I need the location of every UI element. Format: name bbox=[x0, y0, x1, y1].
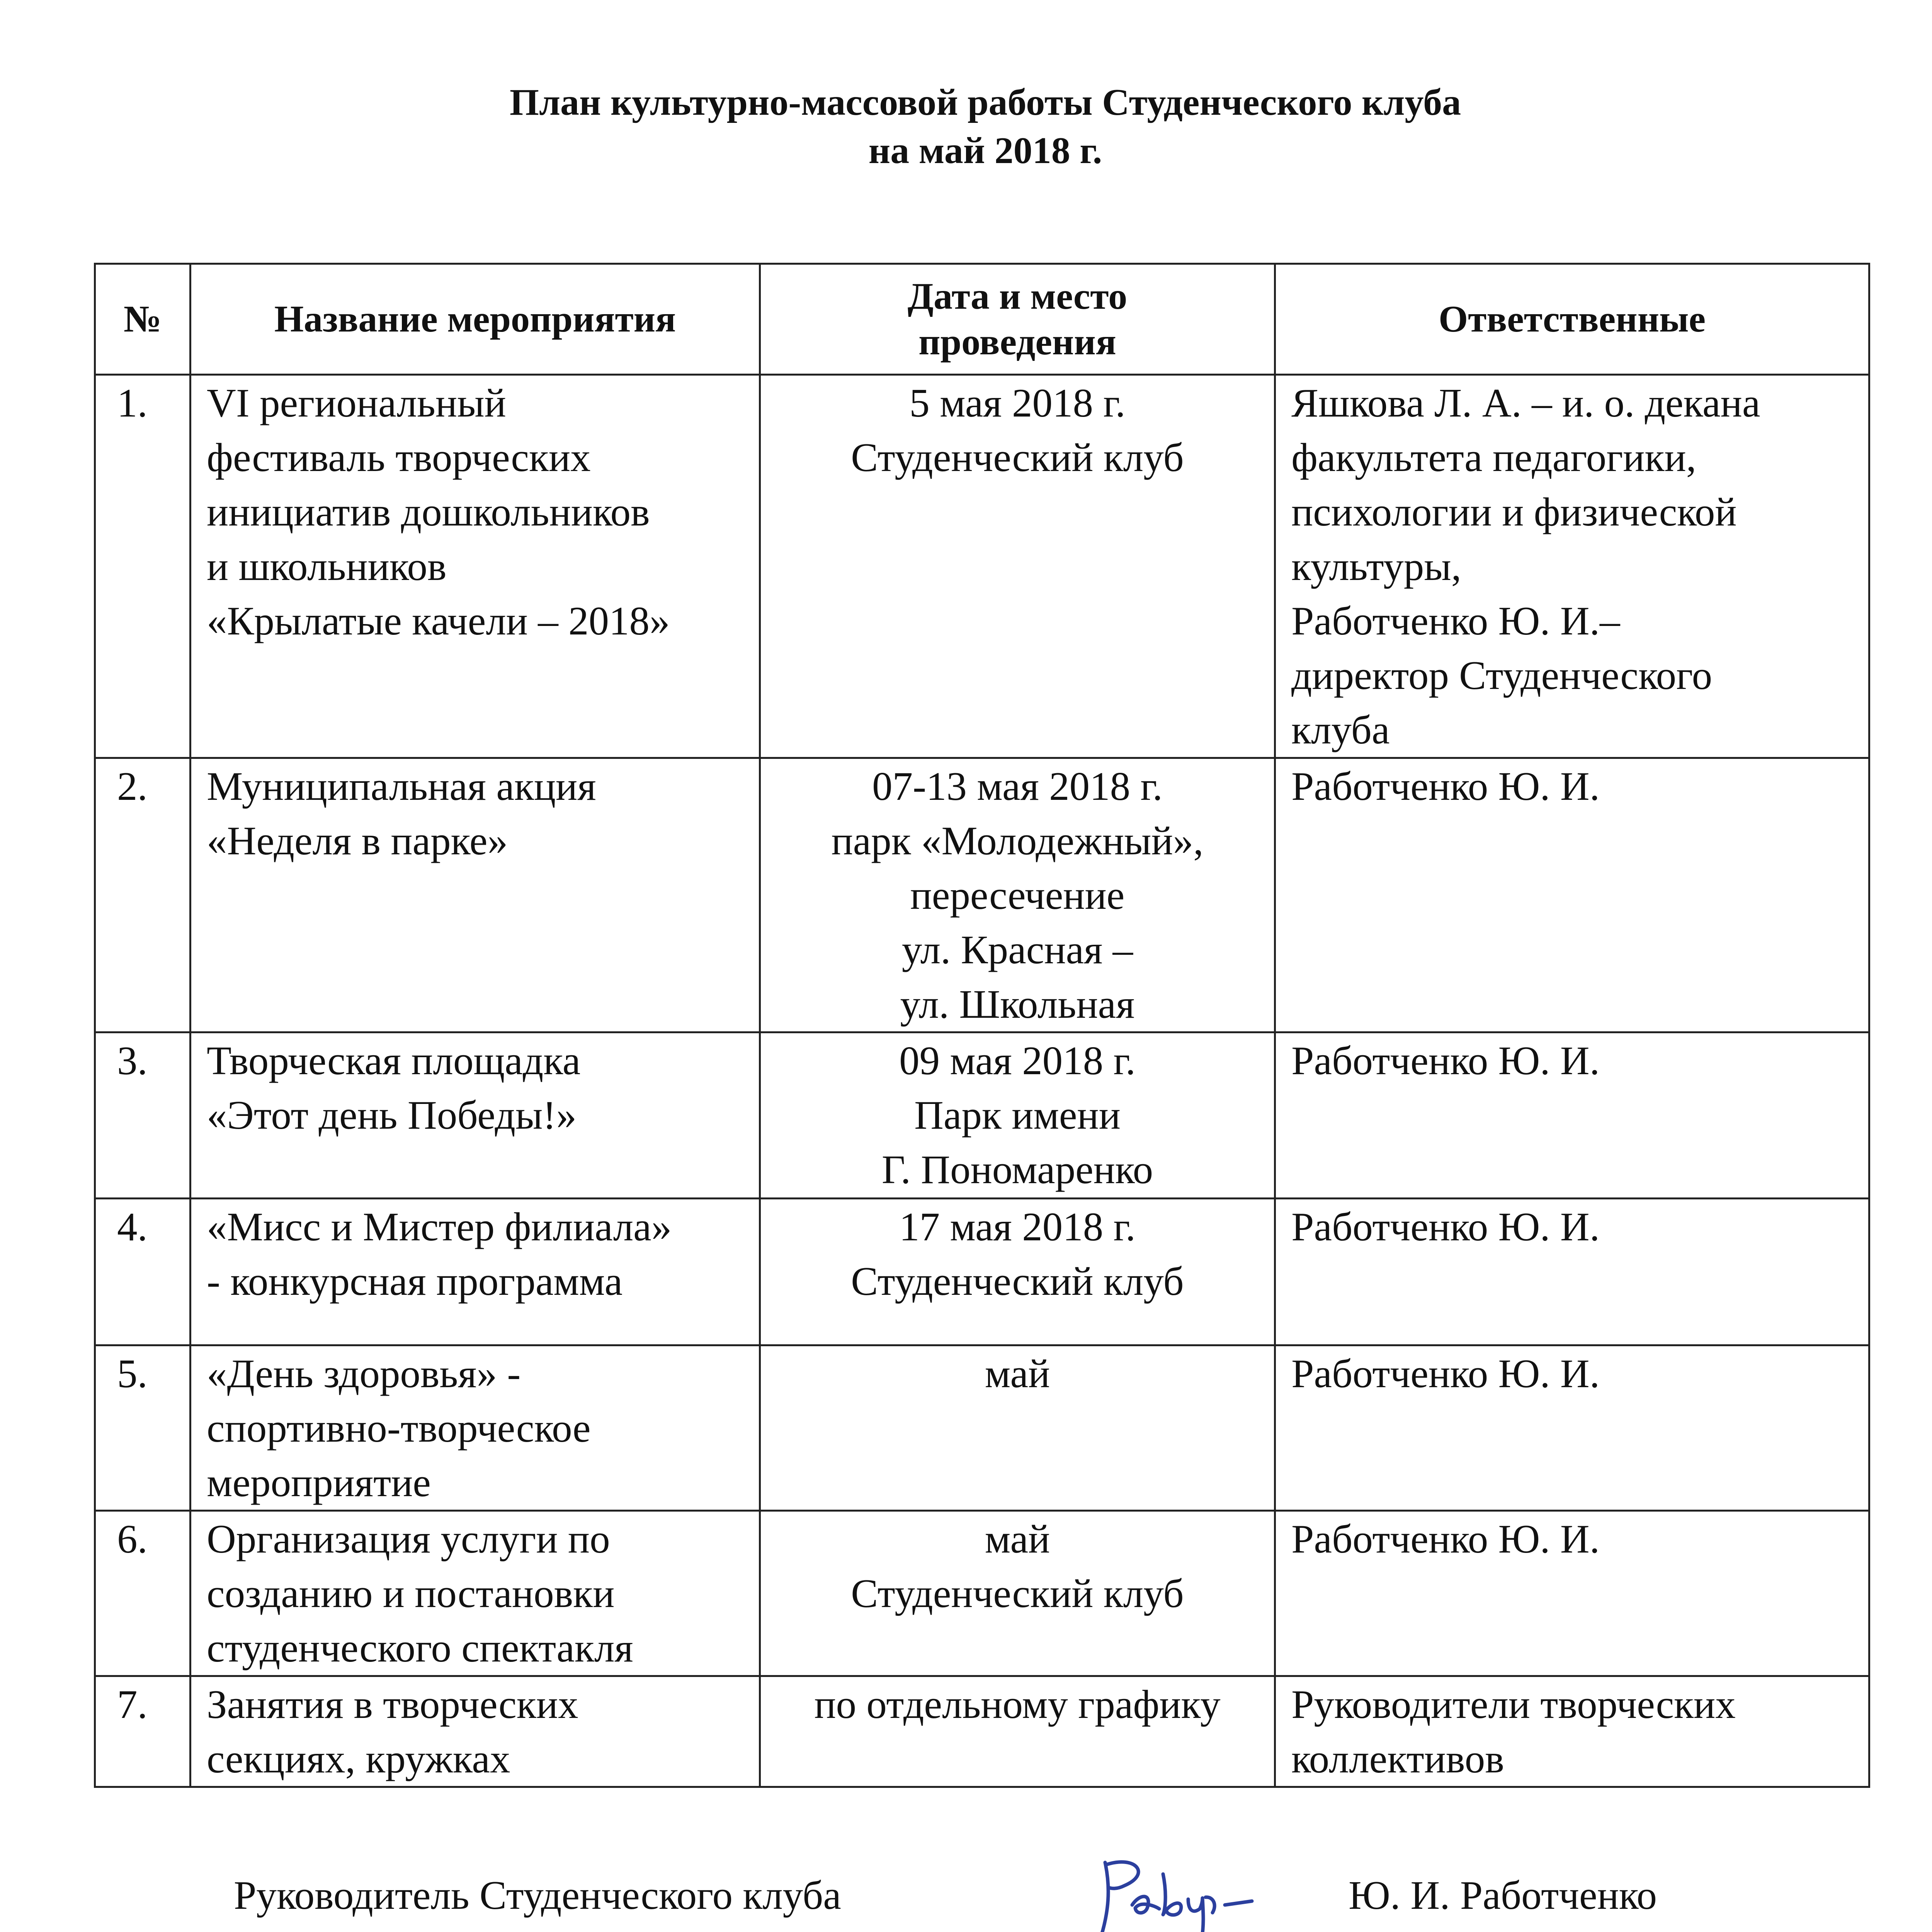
row-number: 6. bbox=[95, 1511, 190, 1676]
row-number: 4. bbox=[95, 1199, 190, 1345]
event-name: «День здоровья» - спортивно-творческое мероприятие bbox=[190, 1345, 760, 1511]
row-number: 2. bbox=[95, 758, 190, 1032]
event-date-place: 17 мая 2018 г. Студенческий клуб bbox=[760, 1199, 1275, 1345]
event-date-place: по отдельному графику bbox=[760, 1676, 1275, 1787]
column-header-event-name: Название мероприятия bbox=[190, 264, 760, 375]
handwritten-signature bbox=[1090, 1847, 1291, 1932]
table-row bbox=[95, 1345, 1869, 1511]
signatory-name: Ю. И. Работченко bbox=[1349, 1872, 1657, 1918]
event-name: Организация услуги по созданию и постановки студенческого спектакля bbox=[190, 1511, 760, 1676]
table-row bbox=[95, 1676, 1869, 1787]
table-row bbox=[95, 758, 1869, 1032]
column-header-number: № bbox=[95, 264, 190, 375]
table-row bbox=[95, 1511, 1869, 1676]
column-header-responsible: Ответственные bbox=[1275, 264, 1869, 375]
event-date-place: май bbox=[760, 1345, 1275, 1511]
signatory-role: Руководитель Студенческого клуба bbox=[234, 1872, 841, 1918]
document-title: План культурно-массовой работы Студенческого клуба bbox=[509, 82, 1461, 123]
event-date-place: 09 мая 2018 г. Парк имени Г. Пономаренко bbox=[760, 1032, 1275, 1199]
event-name: Муниципальная акция «Неделя в парке» bbox=[190, 758, 760, 1032]
event-name: Занятия в творческих секциях, кружках bbox=[190, 1676, 760, 1787]
events-table bbox=[94, 263, 1870, 1788]
row-number: 3. bbox=[95, 1032, 190, 1199]
event-name: VI региональный фестиваль творческих инициатив дошкольников и школьников «Крылатые качели – 2018» bbox=[190, 375, 760, 758]
event-responsible: Яшкова Л. А. – и. о. декана факультета педагогики, психологии и физической культуры, Работченко Ю. И.– директор Студенческого клуба bbox=[1275, 375, 1869, 758]
event-responsible: Работченко Ю. И. bbox=[1275, 1345, 1869, 1511]
event-date-place: май Студенческий клуб bbox=[760, 1511, 1275, 1676]
event-name: Творческая площадка «Этот день Победы!» bbox=[190, 1032, 760, 1199]
event-responsible: Работченко Ю. И. bbox=[1275, 1032, 1869, 1199]
table-row bbox=[95, 375, 1869, 758]
column-header-date-place: Дата и место проведения bbox=[760, 264, 1275, 375]
event-responsible: Руководители творческих коллективов bbox=[1275, 1676, 1869, 1787]
event-name: «Мисс и Мистер филиала» - конкурсная программа bbox=[190, 1199, 760, 1345]
row-number: 1. bbox=[95, 375, 190, 758]
event-date-place: 5 мая 2018 г. Студенческий клуб bbox=[760, 375, 1275, 758]
event-date-place: 07-13 мая 2018 г. парк «Молодежный», пересечение ул. Красная – ул. Школьная bbox=[760, 758, 1275, 1032]
row-number: 7. bbox=[95, 1676, 190, 1787]
event-responsible: Работченко Ю. И. bbox=[1275, 1199, 1869, 1345]
table-row bbox=[95, 1199, 1869, 1345]
event-responsible: Работченко Ю. И. bbox=[1275, 1511, 1869, 1676]
event-responsible: Работченко Ю. И. bbox=[1275, 758, 1869, 1032]
document-subtitle: на май 2018 г. bbox=[868, 130, 1102, 172]
row-number: 5. bbox=[95, 1345, 190, 1511]
table-row bbox=[95, 1032, 1869, 1199]
signature-block bbox=[0, 1847, 1932, 1932]
table-header-row bbox=[95, 264, 1869, 375]
